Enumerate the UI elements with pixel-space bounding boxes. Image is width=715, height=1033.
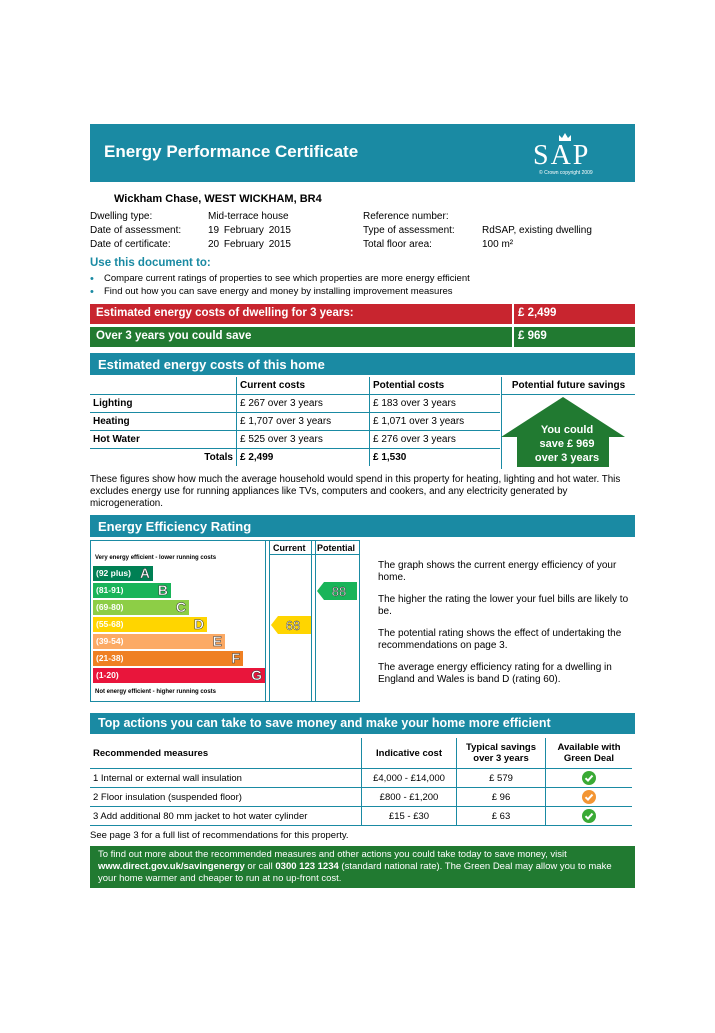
costs-table — [90, 377, 500, 466]
efficiency-text-1: The graph shows the current energy efficiency of your home. — [378, 560, 617, 583]
assessment-date-label: Date of assessment: — [90, 225, 182, 236]
band-range: (39-54) — [96, 636, 124, 646]
efficiency-graph — [90, 540, 360, 702]
efficiency-section-title: Energy Efficiency Rating — [90, 515, 635, 537]
assessment-date-value: 19 February 2015 — [208, 225, 291, 236]
bullet-icon: • — [90, 286, 94, 298]
band-g — [93, 668, 265, 683]
certificate-date-value: 20 February 2015 — [208, 239, 291, 250]
sap-logo — [533, 130, 619, 176]
actions-table — [90, 738, 632, 826]
band-letter: D — [193, 616, 204, 632]
reference-label: Reference number: — [363, 211, 449, 222]
col-current-label: Current — [273, 543, 306, 553]
band-b — [93, 583, 171, 598]
col-green-deal: Available with Green Deal — [546, 738, 633, 769]
bullet-item: • Compare current ratings of properties to see which properties are more energy efficient — [90, 273, 470, 285]
table-row: Heating £ 1,707 over 3 years £ 1,071 over 3 years — [90, 413, 500, 431]
col-saving: Typical savings over 3 years — [457, 738, 546, 769]
col-potential-label: Potential — [317, 543, 356, 553]
floor-area-label: Total floor area: — [363, 239, 432, 250]
green-deal-box: To find out more about the recommended measures and other actions you could take today to save money, visit www.direct.gov.uk/savingenergy or call 0300 123 1234 (standard national rate). The Green Deal may allow you to make your home warmer and cheaper to run at no up-front cost. — [90, 846, 635, 888]
certificate-date-label: Date of certificate: — [90, 239, 171, 250]
assessment-type-label: Type of assessment: — [363, 225, 455, 236]
band-range: (55-68) — [96, 619, 124, 629]
band-letter: E — [212, 633, 222, 649]
costs-bar — [90, 304, 635, 324]
band-range: (69-80) — [96, 602, 124, 612]
potential-rating-arrow — [317, 582, 357, 600]
band-letter: B — [157, 582, 168, 598]
bullet-item: • Find out how you can save energy and money by installing improvement measures — [90, 286, 453, 298]
assessment-type-value: RdSAP, existing dwelling — [482, 225, 592, 236]
top-note: Very energy efficient - lower running costs — [95, 555, 217, 561]
costs-explanation: These figures show how much the average household would spend in this property for heating, lighting and hot water. This excludes energy use for running appliances like TVs, computers and cookers, and any electricity generated by microgeneration. — [90, 474, 621, 509]
efficiency-text-2: The higher the rating the lower your fuel bills are likely to be. — [378, 594, 629, 617]
actions-section-title: Top actions you can take to save money and make your home more efficient — [90, 713, 635, 734]
efficiency-text-4: The average energy efficiency rating for a dwelling in England and Wales is band D (rating 60). — [378, 662, 612, 685]
use-bullets — [90, 273, 470, 299]
costs-section-title: Estimated energy costs of this home — [90, 353, 635, 375]
col-current: Current costs — [237, 377, 370, 395]
page-title: Energy Performance Certificate — [104, 142, 359, 161]
save-bar-value: £ 969 — [518, 330, 547, 342]
band-a — [93, 566, 153, 581]
savingenergy-link[interactable]: www.direct.gov.uk/savingenergy — [98, 861, 245, 872]
current-rating-arrow — [271, 616, 311, 634]
band-letter: F — [231, 650, 240, 666]
band-range: (21-38) — [96, 653, 124, 663]
check-icon — [582, 790, 596, 804]
see-page-note: See page 3 for a full list of recommendations for this property. — [90, 830, 349, 841]
use-title: Use this document to: — [90, 257, 211, 269]
band-c — [93, 600, 189, 615]
band-d — [93, 617, 207, 632]
copyright: © Crown copyright 2009 — [539, 170, 593, 176]
dwelling-type-label: Dwelling type: — [90, 211, 153, 222]
address: Wickham Chase, WEST WICKHAM, BR4 — [114, 193, 322, 205]
sap-logo-text: SAP — [533, 140, 591, 171]
band-range: (81-91) — [96, 585, 124, 595]
potential-rating-value: 88 — [331, 583, 347, 599]
table-row: 2 Floor insulation (suspended floor) £800 - £1,200 £ 96 — [90, 788, 632, 807]
bottom-note: Not energy efficient - higher running costs — [95, 689, 217, 695]
col-cost: Indicative cost — [362, 738, 457, 769]
costs-bar-value: £ 2,499 — [518, 307, 557, 319]
check-icon — [582, 771, 596, 785]
col-measure: Recommended measures — [90, 738, 362, 769]
col-savings: Potential future savings — [511, 380, 626, 391]
save-bar — [90, 327, 635, 347]
table-row: 3 Add additional 80 mm jacket to hot water cylinder £15 - £30 £ 63 — [90, 807, 632, 826]
table-row: Hot Water £ 525 over 3 years £ 276 over 3 years — [90, 431, 500, 449]
header-banner — [90, 124, 635, 182]
phone-number: 0300 123 1234 — [275, 861, 339, 872]
band-letter: C — [175, 599, 186, 615]
costs-bar-label: Estimated energy costs of dwelling for 3 years: — [96, 307, 354, 319]
efficiency-text-3: The potential rating shows the effect of undertaking the recommendations on page 3. — [378, 628, 622, 651]
dwelling-type-value: Mid-terrace house — [208, 211, 289, 222]
band-range: (92 plus) — [96, 568, 131, 578]
table-row: 1 Internal or external wall insulation £4,000 - £14,000 £ 579 — [90, 769, 632, 788]
floor-area-value: 100 m² — [482, 239, 514, 250]
check-icon — [582, 809, 596, 823]
band-letter: G — [251, 667, 262, 683]
band-range: (1-20) — [96, 670, 119, 680]
table-row: Lighting £ 267 over 3 years £ 183 over 3 years — [90, 395, 500, 413]
band-letter: A — [139, 565, 150, 581]
save-bar-label: Over 3 years you could save — [96, 330, 252, 342]
band-e — [93, 634, 225, 649]
bullet-icon: • — [90, 273, 94, 285]
savings-arrow-text: You could save £ 969 over 3 years — [534, 424, 600, 464]
col-potential: Potential costs — [370, 377, 501, 395]
band-f — [93, 651, 243, 666]
current-rating-value: 68 — [285, 617, 301, 633]
totals-row: Totals £ 2,499 £ 1,530 — [90, 449, 500, 467]
